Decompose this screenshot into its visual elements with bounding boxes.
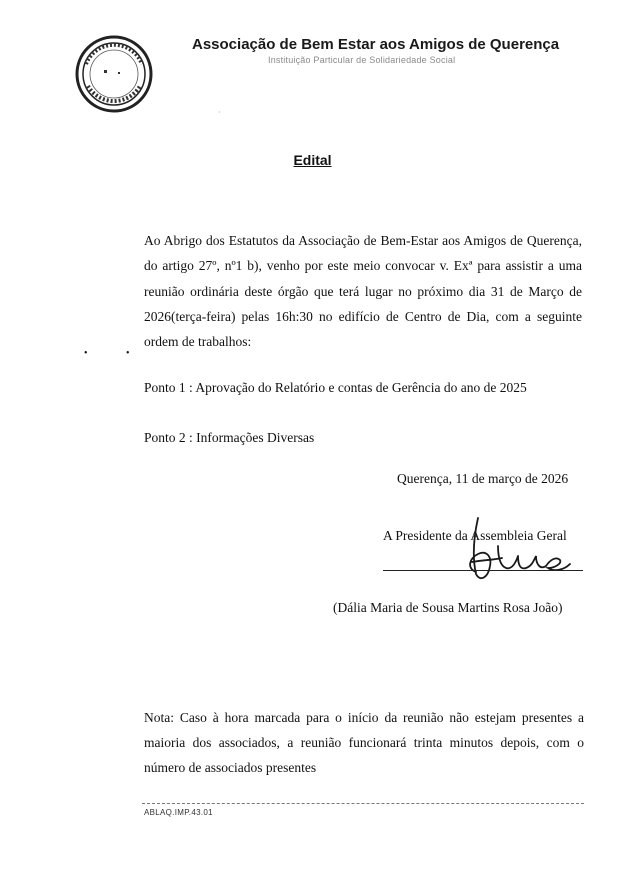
footer-divider (142, 803, 584, 804)
signature-line (383, 570, 583, 571)
association-seal-stamp (74, 34, 154, 114)
organization-name: Associação de Bem Estar aos Amigos de Querença (192, 36, 560, 53)
convocation-paragraph: Ao Abrigo dos Estatutos da Associação de Bem-Estar aos Amigos de Querença, do artigo 27º, nº1 b), venho por este meio convocar v. Exª para assistir a uma reunião ordinária deste órgão que terá lugar no próximo dia 31 de Março de 2026(terça-feira) pelas 16h:30 no edifício de Centro de Dia, com a seguinte ordem de trabalhos: (144, 233, 582, 350)
handwritten-signature (436, 516, 576, 586)
organization-subtitle: Instituição Particular de Solidariedade Social (268, 55, 456, 65)
place-and-date: Querença, 11 de março de 2026 (397, 471, 569, 486)
scan-speck: · (218, 108, 221, 117)
form-code: ABLAQ.IMP.43.01 (144, 808, 213, 817)
document-title: Edital (293, 152, 332, 168)
agenda-item-2: Ponto 2 : Informações Diversas (144, 430, 315, 445)
note-paragraph: Nota: Caso à hora marcada para o início da reunião não estejam presentes a maioria dos associados, a reunião funcionará trinta minutos depois, com o número de associados presentes (144, 710, 584, 775)
signatory-role: A Presidente da Assembleia Geral (383, 528, 567, 543)
agenda-item-1: Ponto 1 : Aprovação do Relatório e contas de Gerência do ano de 2025 (144, 380, 527, 395)
signatory-name: (Dália Maria de Sousa Martins Rosa João) (333, 600, 563, 615)
margin-punch-marks: • • (84, 348, 148, 359)
